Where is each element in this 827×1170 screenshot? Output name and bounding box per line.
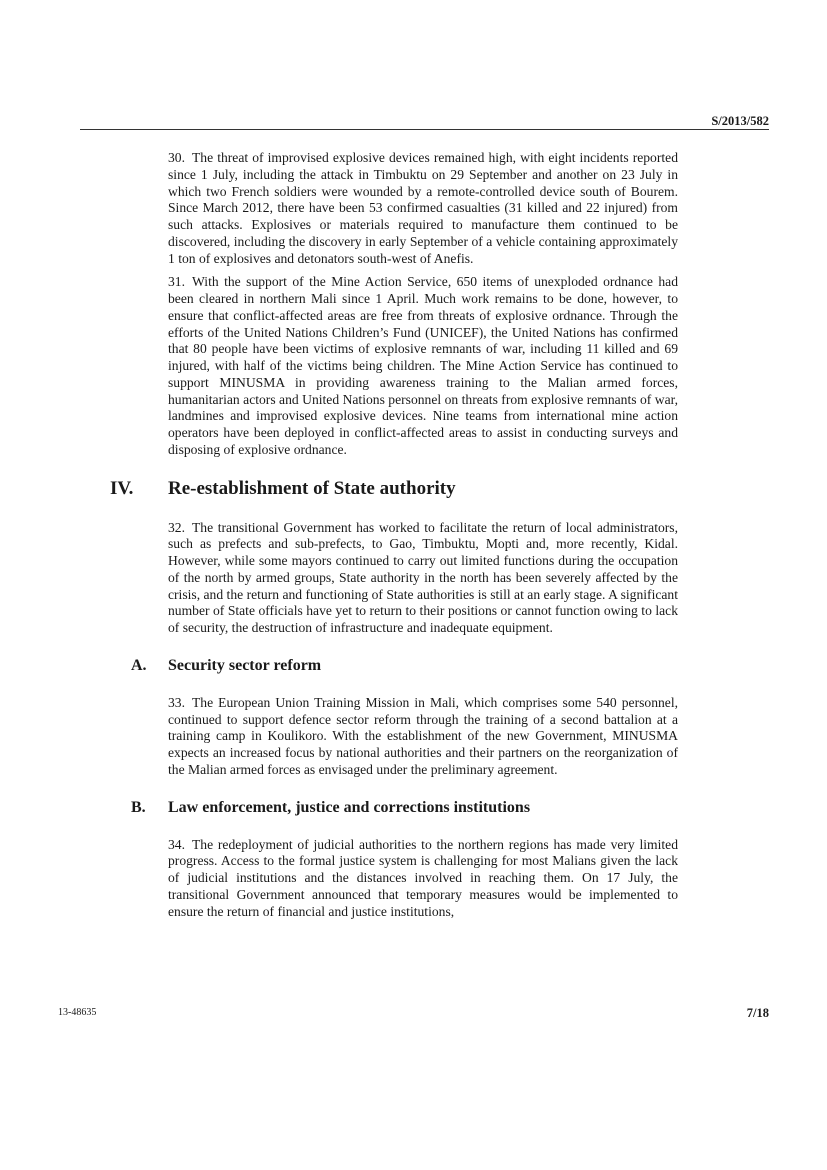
paragraph-text: The threat of improvised explosive devices remained high, with eight incidents reported since 1 July, including the attack in Timbuktu on 29 September and another on 23 July in which two French soldiers were wounded by a remote-controlled device south of Bourem. Since March 2012, there have been 53 confirmed casualties (31 killed and 22 injured) from such attacks. Explosives or materials required to manufacture them continued to be discovered, including the discovery in early September of a vehicle containing approximately 1 ton of explosives and detonators south-west of Anefis. [168,150,678,266]
header-rule [80,129,769,130]
document-body [110,150,678,927]
paragraph-number: 33. [168,694,185,710]
paragraph-text: The European Union Training Mission in Mali, which comprises some 540 personnel, continued to support defence sector reform through the training of a second battalion at a training camp in Koulikoro. With the establishment of the new Government, MINUSMA expects an increased focus by national authorities and their partners on the reorganization of the Malian armed forces as envisaged under the preliminary agreement. [168,694,678,777]
paragraph-number: 32. [168,519,185,535]
paragraph-number: 30. [168,150,185,165]
paragraph-text: With the support of the Mine Action Service, 650 items of unexploded ordnance had been cleared in northern Mali since 1 April. Much work remains to be done, however, to ensure that conflict-affected areas are free from threats of explosive ordnance. Through the efforts of the United Nations Children’s Fund (UNICEF), the United Nations has confirmed that 80 people have been victims of explosive remnants of war, including 11 killed and 69 injured, with half of the victims being children. The Mine Action Service has continued to support MINUSMA in providing awareness training to the Malian armed forces, humanitarian actors and United Nations personnel on threats from explosive remnants of war, landmines and improvised explosive devices. Nine teams from international mine action operators have been deployed in conflict-affected areas to assist in conducting surveys and disposing of explosive ordnance. [168,274,678,457]
section-heading-iv [110,477,678,500]
document-symbol: S/2013/582 [711,114,769,128]
paragraph-30 [168,150,678,267]
paragraph-33 [168,695,678,779]
subsection-heading-b [131,798,678,817]
subsection-heading-a [131,656,678,675]
paragraph-text: The transitional Government has worked to facilitate the return of local administrators, such as prefects and sub-prefects, to Gao, Timbuktu, Mopti and, more recently, Kidal. However, while some mayors continued to carry out limited functions during the occupation of the north by armed groups, State authority in the north has been severely affected by the crisis, and the return and functioning of State authorities is still at an early stage. A significant number of State officials have yet to return to their positions or cannot function owing to lack of security, the destruction of infrastructure and inadequate equipment. [168,519,678,635]
paragraph-34 [168,837,678,921]
paragraph-number: 31. [168,274,185,290]
paragraph-32 [168,520,678,637]
section-number: IV. [110,477,134,499]
paragraph-31 [168,274,678,458]
subsection-title: Security sector reform [168,656,322,674]
subsection-title: Law enforcement, justice and corrections institutions [168,798,531,816]
subsection-letter: B. [131,798,146,816]
section-title: Re-establishment of State authority [168,477,456,499]
footer-job-number: 13-48635 [58,1007,97,1018]
footer-page-number: 7/18 [746,1006,769,1020]
paragraph-text: The redeployment of judicial authorities to the northern regions has made very limited progress. Access to the formal justice system is challenging for most Malians given the lack of judicial institutions and the distances involved in reaching them. On 17 July, the transitional Government announced that temporary measures would be implemented to ensure the return of financial and justice institutions, [168,836,678,919]
subsection-letter: A. [131,656,147,674]
paragraph-number: 34. [168,836,185,852]
